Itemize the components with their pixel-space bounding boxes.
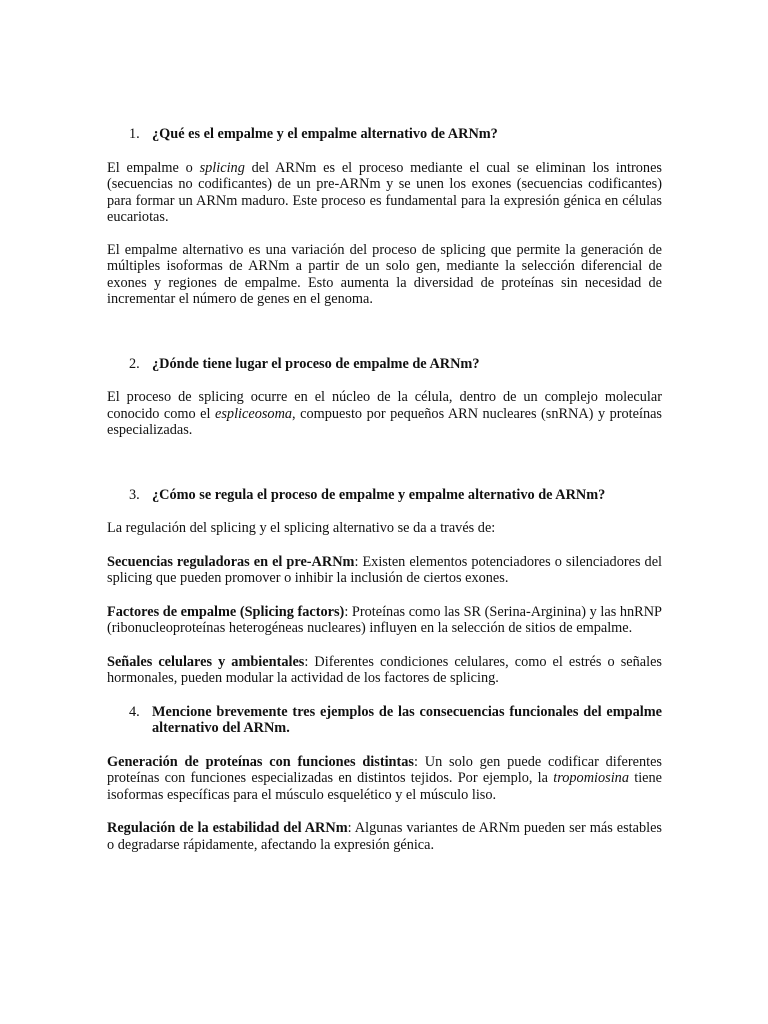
question-text: ¿Cómo se regula el proceso de empalme y empalme alternativo de ARNm?	[152, 486, 606, 503]
item-text: : Diferentes condiciones celulares, como el estrés o señales hormonales, pueden modular la actividad de los factores de splicing.	[107, 653, 662, 686]
item-term: Generación de proteínas con funciones distintas	[107, 753, 414, 770]
answer-3-intro: La regulación del splicing y el splicing alternativo se da a través de:	[107, 520, 496, 536]
question-text: Mencione brevemente tres ejemplos de las consecuencias funcionales del empalme alternativo del ARNm.	[152, 703, 662, 736]
document-body	[107, 126, 662, 853]
question-number: 1.	[129, 126, 140, 142]
item-text: : Proteínas como las SR (Serina-Arginina) y las hnRNP (ribonucleoproteínas heterogéneas nucleares) influyen en la selección de sitios de empalme.	[107, 603, 662, 636]
item-term: Secuencias reguladoras en el pre-ARNm	[107, 553, 355, 570]
item-text: : Un solo gen puede codificar diferentes proteínas con funciones especializadas en distintos tejidos. Por ejemplo, la	[107, 753, 662, 786]
question-number: 4.	[129, 703, 140, 720]
question-number: 2.	[129, 355, 140, 372]
regulation-item	[107, 604, 662, 637]
consequence-item	[107, 820, 662, 853]
consequence-item	[107, 754, 662, 804]
question-2-heading	[107, 356, 662, 373]
question-1-heading	[107, 126, 662, 143]
item-term: Factores de empalme (Splicing factors)	[107, 603, 345, 620]
regulation-item	[107, 554, 662, 587]
italic-term: espliceosoma	[215, 405, 293, 422]
question-4-heading	[107, 704, 662, 737]
italic-term: tropomiosina	[553, 770, 629, 786]
item-term: Regulación de la estabilidad del ARNm	[107, 820, 348, 836]
answer-1-paragraph-2: El empalme alternativo es una variación del proceso de splicing que permite la generación de múltiples isoformas de ARNm a partir de un solo gen, mediante la selección diferencial de exones y regiones de empalme. Esto aumenta la diversidad de proteínas sin necesidad de incrementar el número de genes en el genoma.	[107, 241, 662, 307]
question-number: 3.	[129, 486, 140, 503]
text-run: El empalme o	[107, 159, 200, 176]
text-run: El proceso de splicing ocurre en el núcleo de la célula, dentro de un complejo molecular conocido como el	[107, 389, 662, 422]
question-text: ¿Qué es el empalme y el empalme alternativo de ARNm?	[152, 126, 498, 142]
item-text: tiene isoformas específicas para el músculo esquelético y el músculo liso.	[107, 770, 663, 803]
question-3-heading	[107, 487, 662, 504]
question-text: ¿Dónde tiene lugar el proceso de empalme de ARNm?	[152, 355, 480, 372]
item-text: : Algunas variantes de ARNm pueden ser más estables o degradarse rápidamente, afectando la expresión génica.	[107, 820, 662, 853]
answer-2-paragraph	[107, 389, 662, 439]
text-run: del ARNm es el proceso mediante el cual se eliminan los intrones (secuencias no codificantes) de un pre-ARNm y se unen los exones (secuencias codificantes) para formar un ARNm maduro. Este proceso es fundamental para la expresión génica en células eucariotas.	[107, 159, 662, 225]
answer-1-paragraph-1	[107, 160, 662, 226]
text-run: , compuesto por pequeños ARN nucleares (snRNA) y proteínas especializadas.	[107, 405, 663, 438]
item-text: : Existen elementos potenciadores o silenciadores del splicing que pueden promover o inhibir la inclusión de ciertos exones.	[107, 553, 663, 586]
italic-term: splicing	[199, 159, 245, 176]
item-term: Señales celulares y ambientales	[107, 653, 305, 670]
regulation-item	[107, 654, 662, 687]
